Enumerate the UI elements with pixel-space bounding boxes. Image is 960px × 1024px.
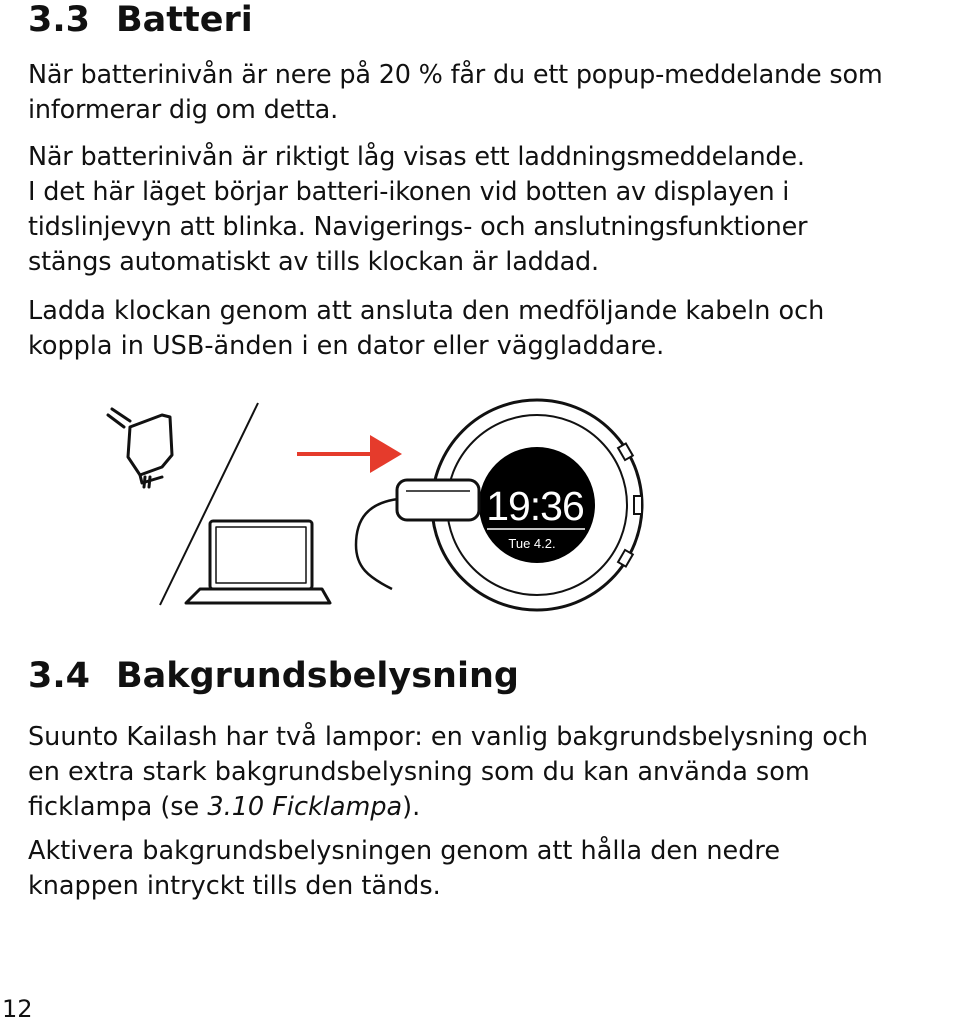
text-line: Aktivera bakgrundsbelysningen genom att hålla den nedre [28, 836, 781, 866]
section-title: Bakgrundsbelysning [116, 656, 519, 696]
watch-date: Tue 4.2. [508, 536, 556, 551]
laptop-icon [186, 521, 330, 603]
usb-charging-clip-icon [397, 480, 479, 520]
section-heading-battery [28, 0, 253, 40]
section-heading-backlight [28, 656, 519, 696]
text-line: en extra stark bakgrundsbelysning som du kan använda som [28, 757, 810, 787]
text-line: koppla in USB-änden i en dator eller väggladdare. [28, 331, 665, 361]
watch-time: 19:36 [486, 483, 584, 529]
page-number: 12 [2, 995, 33, 1023]
wall-charger-icon [108, 409, 172, 487]
charging-cable [356, 499, 398, 589]
text-line: När batterinivån är nere på 20 % får du ett popup-meddelande som [28, 60, 883, 90]
section-number: 3.4 [28, 656, 91, 696]
text-line: knappen intryckt tills den tänds. [28, 871, 441, 901]
text-line: tidslinjevyn att blinka. Navigerings- och anslutningsfunktioner [28, 212, 808, 242]
charging-illustration [100, 395, 660, 615]
text-fragment: ficklampa (se [28, 792, 208, 822]
battery-paragraph-3 [28, 294, 958, 364]
text-line: informerar dig om detta. [28, 95, 339, 125]
arrow-right-icon [297, 435, 402, 473]
battery-paragraph-2 [28, 140, 958, 280]
text-line: Suunto Kailash har två lampor: en vanlig bakgrundsbelysning och [28, 722, 869, 752]
section-title: Batteri [116, 0, 253, 40]
text-line [28, 790, 958, 825]
backlight-paragraph-2 [28, 834, 958, 904]
cross-reference-link[interactable]: 3.10 Ficklampa [207, 792, 403, 822]
section-number: 3.3 [28, 0, 91, 40]
text-line: stängs automatiskt av tills klockan är laddad. [28, 247, 599, 277]
text-line: När batterinivån är riktigt låg visas ett laddningsmeddelande. [28, 142, 805, 172]
text-line: I det här läget börjar batteri-ikonen vid botten av displayen i [28, 177, 790, 207]
charging-illustration-svg [100, 395, 660, 615]
text-fragment: ). [402, 792, 421, 822]
battery-paragraph-1 [28, 58, 958, 128]
backlight-paragraph-1 [28, 720, 958, 825]
text-line: Ladda klockan genom att ansluta den medföljande kabeln och [28, 296, 825, 326]
